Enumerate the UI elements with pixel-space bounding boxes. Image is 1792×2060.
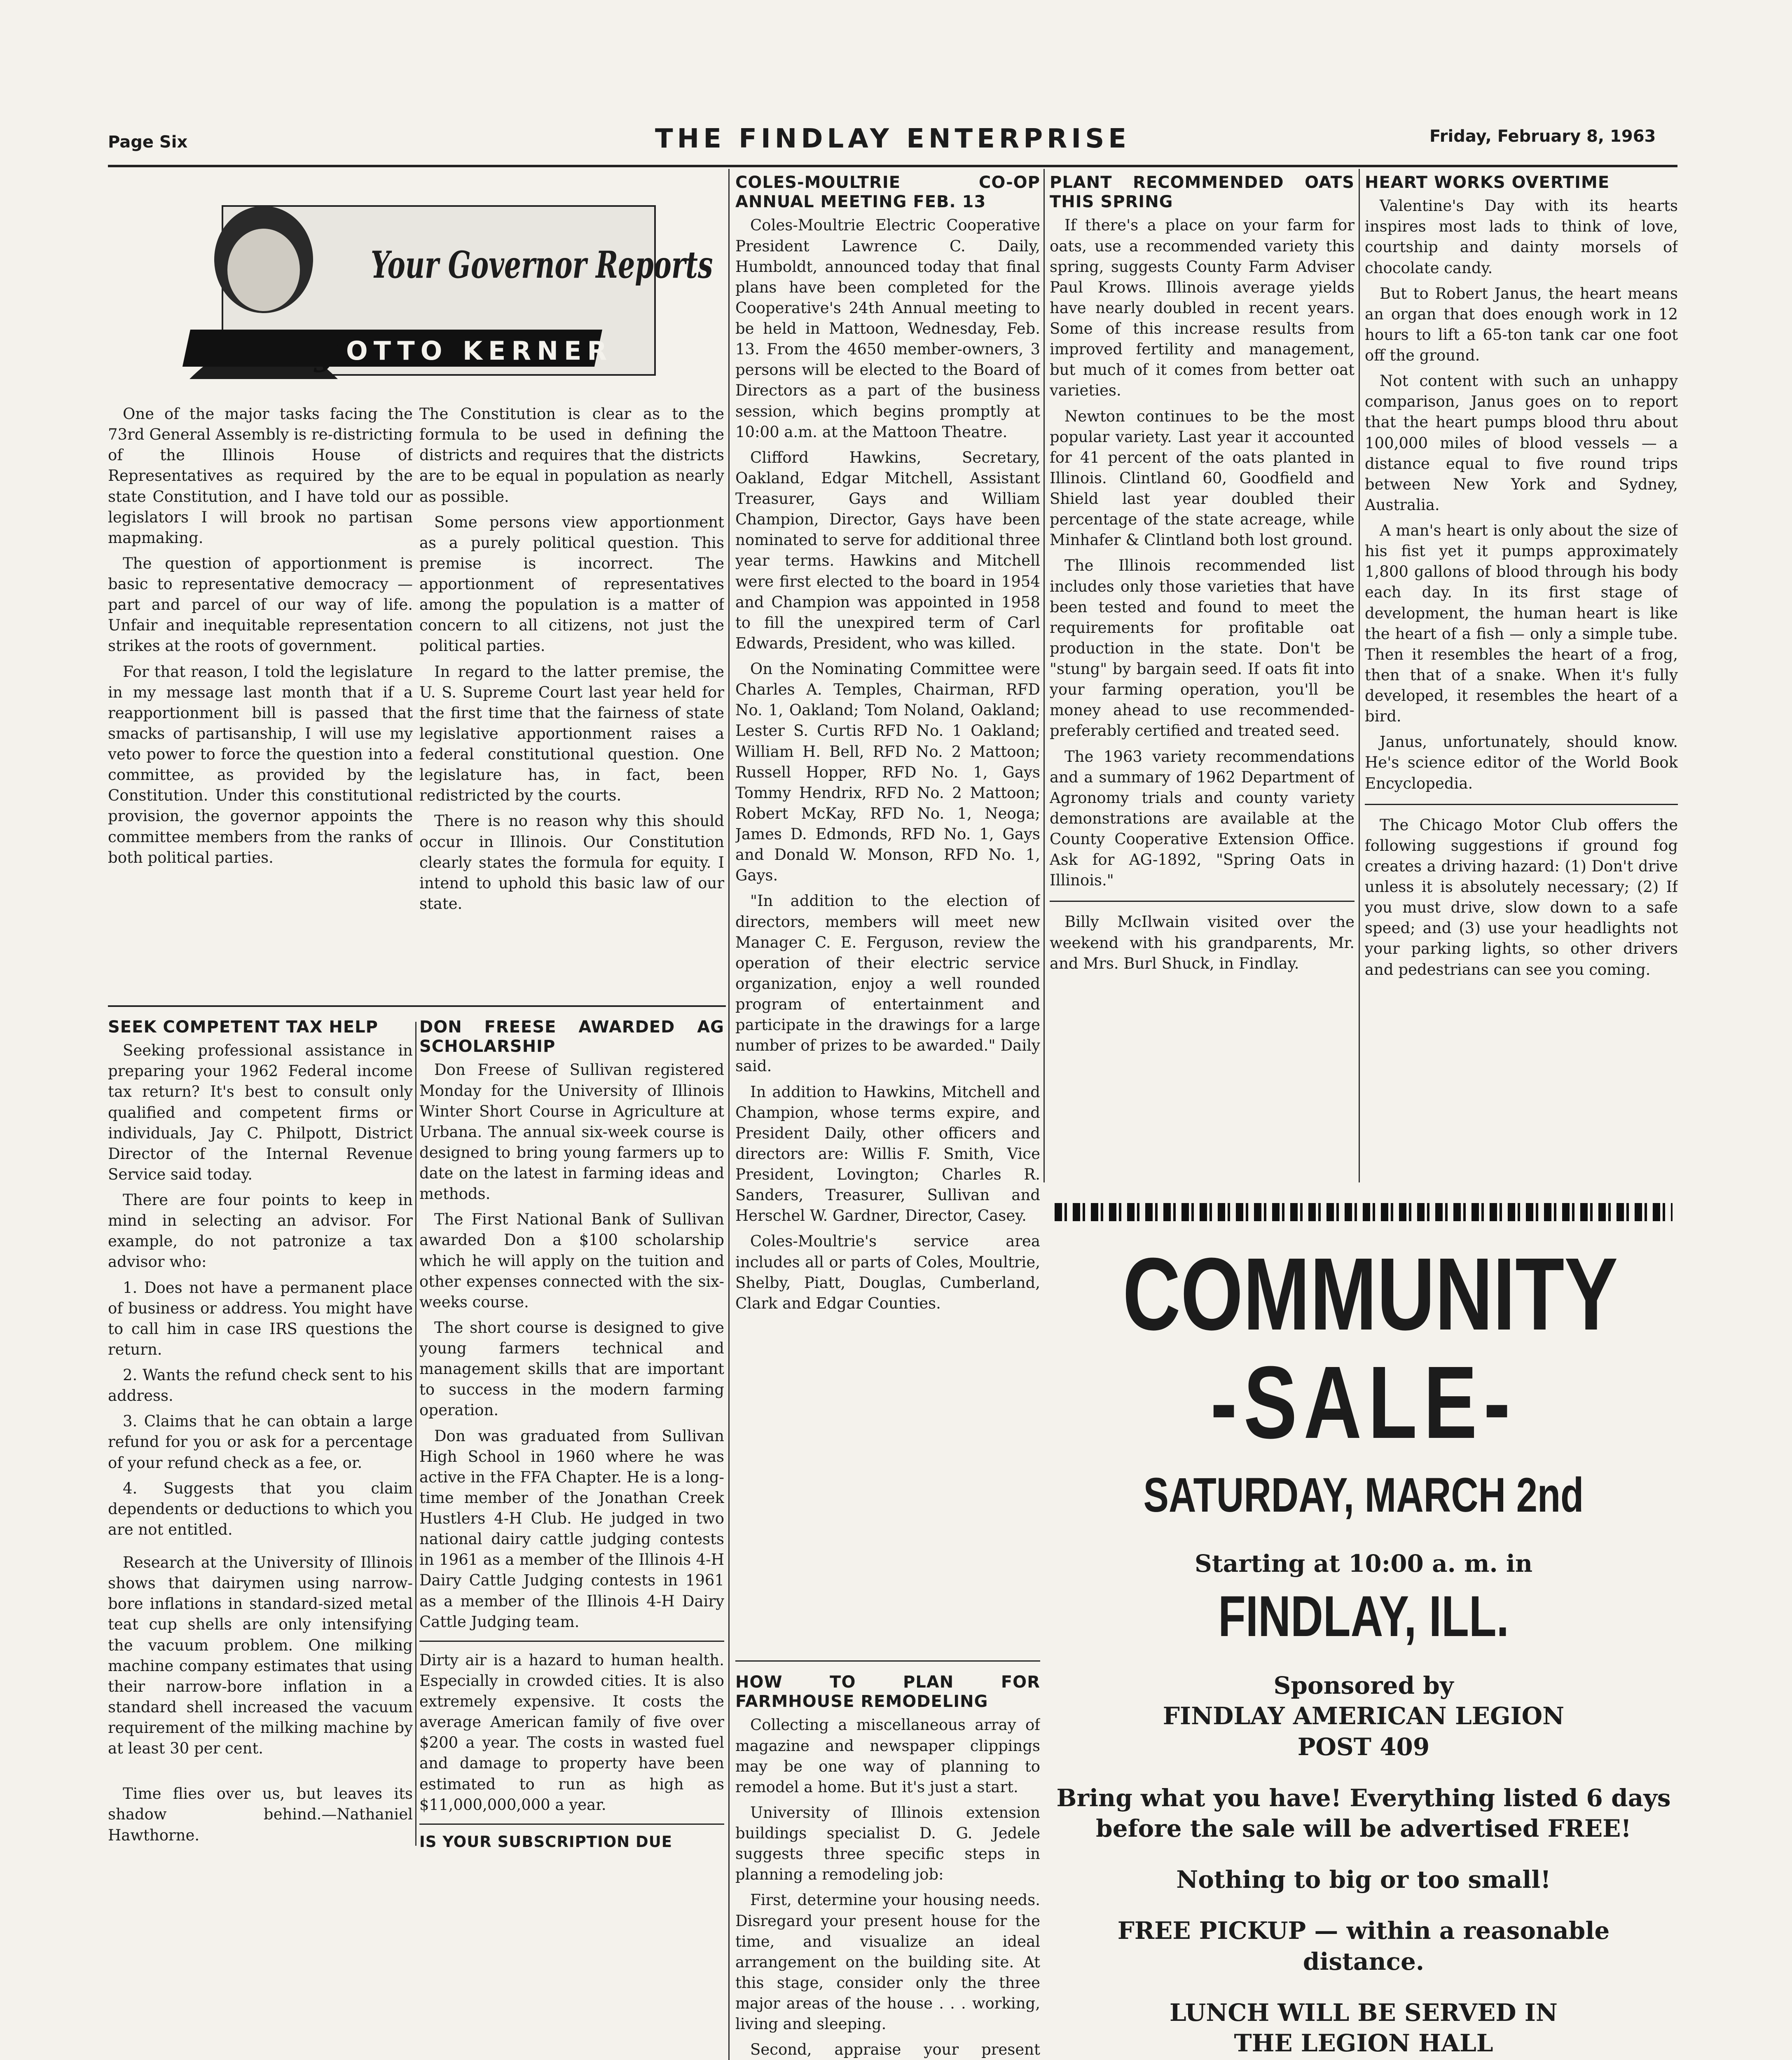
heart-article (1365, 173, 1678, 1187)
sale-lunch2: THE LEGION HALL (1234, 2029, 1493, 2058)
hawthorne-quote: Time flies over us, but leaves its shadow behind.—Nathaniel Hawthorne. (108, 1785, 413, 1844)
coop-paragraph: On the Nominating Committee were Charles A. Temples, Chairman, RFD No. 1, Oakland; Tom Noland, Oakland; Lester S. Curtis RFD No. 1 Oakland; William H. Bell, RFD No. 2 Mattoon; Russell Hopper, RFD No. 1, Gays Tommy Hendrix, RFD No. 2 Mattoon; Robert McKay, RFD No. 1, Neoga; James D. Edmonds, RFD No. 1, Gays and Donald W. Monson, RFD No. 1, Gays. (735, 660, 1040, 885)
short-rule (419, 1641, 724, 1642)
dirty-air-paragraph: Dirty air is a hazard to human health. Especially in crowded cities. It is also extremely expensive. It costs the average American family of five over $200 a year. The costs in wasted fuel and damage to property have been estimated to run as high as $11,000,000,000 a year. (419, 1651, 724, 1814)
coop-paragraph: Coles-Moultrie Electric Cooperative President Lawrence C. Daily, Humboldt, announced today that final plans have been completed for the Cooperative's 24th Annual meeting to be held in Mattoon, Wednesday, Feb. 13. From the 4650 member-owners, 3 persons will be elected to the Board of Directors as a part of the business session, which begins promptly at 10:00 a.m. at the Mattoon Theatre. (735, 216, 1040, 441)
subscription-notice: IS YOUR SUBSCRIPTION DUE (419, 1833, 673, 1851)
governor-article-col1 (108, 404, 413, 981)
remodel-headline: HOW TO PLAN FOR FARMHOUSE REMODELING (735, 1673, 1040, 1711)
sale-sponsored: Sponsored by (1273, 1671, 1454, 1700)
column-rule (415, 1022, 416, 1846)
section-rule (108, 1005, 726, 1007)
coop-paragraph: In addition to Hawkins, Mitchell and Champion, whose terms expire, and President Daily, other officers and directors are: Willis F. Smith, Vice President, Lovington; Charles R. Sanders, Treasurer, Sullivan and Herschel W. Gardner, Director, Casey. (735, 1083, 1040, 1225)
column-rule (1043, 169, 1045, 1182)
tax-help-paragraph: 3. Claims that he can obtain a large refund for you or ask for a percentage of your refund check as a fee, or. (108, 1412, 413, 1472)
short-rule (1365, 804, 1678, 805)
sale-place: FINDLAY, ILL. (1218, 1584, 1509, 1649)
oats-article (1050, 173, 1355, 1187)
governor-paragraph: There is no reason why this should occur in Illinois. Our Constitution clearly states the formula for equity. I intend to uphold this basic law of our state. (419, 812, 724, 913)
coop-headline: COLES-MOULTRIE CO-OP ANNUAL MEETING FEB. 13 (735, 173, 1040, 212)
oats-paragraph: The 1963 variety recommendations and a summary of 1962 Department of Agronomy trials and county variety demonstrations are available at the County Cooperative Extension Office. Ask for AG-1892, "Spring Oats in Illinois." (1050, 747, 1355, 890)
heart-paragraph: Not content with such an unhappy comparison, Janus goes on to report that the heart pumps blood thru about 100,000 miles of blood vessels — a distance equal to five round trips between New York and Sydney, Australia. (1365, 372, 1678, 514)
heart-paragraph: Valentine's Day with its hearts inspires most lads to think of love, courtship and dainty morsels of chocolate candy. (1365, 197, 1678, 277)
governor-paragraph: In regard to the latter premise, the U. S. Supreme Court last year held for the first time that the fairness of state legislative apportionment raises a federal constitutional question. One legislature has, in fact, been redistricted by the courts. (419, 662, 724, 805)
governor-article-col2 (419, 404, 724, 981)
governor-paragraph: The Constitution is clear as to the formula to be used in defining the districts and requires that the districts are to be equal in population as nearly as possible. (419, 405, 724, 506)
heart-paragraph: Janus, unfortunately, should know. He's science editor of the World Book Encyclopedia. (1365, 733, 1678, 792)
remodel-paragraph: Second, appraise your present (750, 2041, 1040, 2059)
short-rule (1050, 901, 1355, 902)
tax-help-paragraph: 1. Does not have a permanent place of business or address. You might have to call him in case IRS questions the return. (108, 1278, 413, 1358)
tax-help-paragraph: There are four points to keep in mind in selecting an advisor. For example, do not patronize a tax advisor who: (108, 1191, 413, 1271)
heart-paragraph: A man's heart is only about the size of his fist yet it pumps approximately 1,800 gallons of blood through his body each day. In its first stage of development, the human heart is like the heart of a fish — only a simple tube. Then it resembles the heart of a frog, then that of a snake. When it's fully developed, it resembles the heart of a bird. (1365, 522, 1678, 726)
oats-headline: PLANT RECOMMENDED OATS THIS SPRING (1050, 173, 1355, 212)
governor-column-logo (165, 198, 713, 387)
remodel-paragraph: First, determine your housing needs. Disregard your present house for the time, and visualize an ideal arrangement on the building site. At this stage, consider only the three major areas of the house . . . working, living and sleeping. (735, 1891, 1040, 2033)
coop-paragraph: Clifford Hawkins, Secretary, Oakland, Edgar Mitchell, Assistant Treasurer, Gays and William Champion, Director, Gays have been nominated to serve for additional three year terms. Hawkins and Mitchell were first elected to the board in 1954 and Champion was appointed in 1958 to fill the unexpired term of Carl Edwards, President, who was killed. (735, 448, 1040, 652)
community-sale-ad (1055, 1236, 1673, 2060)
sale-nothing: Nothing to big or too small! (1176, 1866, 1551, 1894)
tax-help-headline: SEEK COMPETENT TAX HELP (108, 1018, 378, 1037)
sale-lunch1: LUNCH WILL BE SERVED IN (1170, 1998, 1558, 2027)
ad-border-ornament (1055, 1203, 1673, 1221)
tax-help-article (108, 1018, 413, 2023)
issue-date: Friday, February 8, 1963 (1429, 127, 1656, 146)
short-rule (419, 1824, 724, 1825)
sale-word: -SALE- (1210, 1344, 1517, 1460)
freese-headline: DON FREESE AWARDED AG SCHOLARSHIP (419, 1018, 724, 1056)
oats-paragraph: Newton continues to be the most popular variety. Last year it accounted for 41 percent of the oats planted in Illinois. Clintland 60, Goodfield and Shield last year doubled their percentage of the state acreage, while Minhafer & Clintland both lost ground. (1050, 407, 1355, 549)
column-rule (1359, 169, 1360, 1182)
freese-paragraph: The short course is designed to give young farmers technical and management skills that are important to success in the modern farming operation. (419, 1318, 724, 1419)
coop-paragraph: "In addition to the election of directors, members will meet new Manager C. E. Ferguson, review the operation of their electric service organization, enjoy a well rounded program of entertainment and participate in the drawings for a large number of prizes to be awarded." Daily said. (735, 892, 1040, 1075)
tax-help-paragraph: Seeking professional assistance in preparing your 1962 Federal income tax return? It's best to consult only qualified and competent firms or individuals, Jay C. Philpott, District Director of the Internal Revenue Service said today. (108, 1042, 413, 1183)
sale-bring2: before the sale will be advertised FREE! (1096, 1814, 1631, 1842)
tax-help-paragraph: 2. Wants the refund check sent to his address. (108, 1366, 413, 1405)
governor-logo-by: by (288, 330, 336, 373)
sale-community: COMMUNITY (1123, 1236, 1618, 1351)
governor-paragraph: The question of apportionment is basic to representative democracy — part and parcel of our way of life. Unfair and inequitable representation strikes at the roots of government. (108, 554, 413, 655)
newspaper-title: THE FINDLAY ENTERPRISE (655, 124, 1130, 154)
governor-paragraph: Some persons view apportionment as a purely political question. This premise is incorrect. The apportionment of representatives among the population is a matter of concern to all citizens, not just the political parties. (419, 513, 724, 655)
governor-paragraph: One of the major tasks facing the 73rd General Assembly is re-districting of the Illinois House of Representatives as required by the state Constitution, and I have told our legislators I will brook no partisan mapmaking. (108, 405, 413, 547)
governor-logo-name: OTTO KERNER (346, 336, 613, 366)
freese-paragraph: The First National Bank of Sullivan awarded Don a $100 scholarship which he will apply on the tuition and other expenses connected with the six-weeks course. (419, 1210, 724, 1311)
remodel-paragraph: University of Illinois extension buildings specialist D. G. Jedele suggests three specific steps in planning a remodeling job: (735, 1803, 1040, 1884)
heart-headline: HEART WORKS OVERTIME (1365, 173, 1610, 192)
freese-paragraph: Don was graduated from Sullivan High School in 1960 where he was active in the FFA Chapter. He is a long-time member of the Jonathan Creek Hustlers 4-H Club. He judged in two national dairy cattle judging contests in 1961 as a member of the Illinois 4-H Dairy Cattle Judging contests in 1961 as a member of the Illinois 4-H Dairy Cattle Judging team. (419, 1427, 724, 1631)
motor-club-paragraph: The Chicago Motor Club offers the following suggestions if ground fog creates a driving hazard: (1) Don't drive unless it is absolutely necessary; (2) If you must drive, slow down to a safe speed; and (3) use your headlights not your parking lights, so other drivers and pedestrians can see you coming. (1365, 816, 1678, 978)
sale-starting: Starting at 10:00 a. m. in (1194, 1549, 1533, 1578)
sale-bring1: Bring what you have! Everything listed 6 days (1056, 1784, 1671, 1812)
governor-logo-title: Your Governor Reports (371, 243, 713, 287)
research-paragraph: Research at the University of Illinois shows that dairymen using narrow-bore inflations in standard-sized metal teat cup shells are only intensifying the vacuum problem. One milking machine company estimates that using their narrow-bore inflation in a standard shell increased the vacuum requirement of the milking machine by at least 30 per cent. (108, 1554, 413, 1758)
remodel-article (735, 1673, 1040, 2060)
coop-paragraph: Coles-Moultrie's service area includes all or parts of Coles, Moultrie, Shelby, Piatt, Douglas, Cumberland, Clark and Edgar Counties. (735, 1232, 1040, 1312)
oats-paragraph: If there's a place on your farm for oats, use a recommended variety this spring, suggests County Farm Adviser Paul Krows. Illinois average yields have nearly doubled in recent years. Some of this increase results from improved fertility and management, but much of it comes from better oat varieties. (1050, 216, 1355, 400)
mcilwain-paragraph: Billy McIlwain visited over the weekend with his grandparents, Mr. and Mrs. Burl Shuck, in Findlay. (1050, 913, 1355, 972)
governor-paragraph: For that reason, I told the legislature in my message last month that if a reapportionment bill is passed that smacks of partisanship, I will use my veto power to force the question into a committee, as provided by the Constitution. Under this constitutional provision, the governor appoints the committee members from the ranks of both political parties. (108, 662, 413, 866)
sale-sponsor1: FINDLAY AMERICAN LEGION (1163, 1702, 1565, 1730)
coop-article (735, 173, 1040, 1664)
sale-pickup: FREE PICKUP — within a reasonable distance. (1117, 1917, 1610, 1976)
oats-paragraph: The Illinois recommended list includes only those varieties that have been tested and found to meet the requirements for profitable oat production in the state. Don't be "stung" by bargain seed. If oats fit into your farming operation, you'll be money ahead to use recommended-preferably certified and treated seed. (1050, 557, 1355, 740)
page-number: Page Six (108, 133, 188, 152)
freese-article (419, 1018, 724, 2023)
freese-paragraph: Don Freese of Sullivan registered Monday for the University of Illinois Winter Short Course in Agriculture at Urbana. The annual six-week course is designed to bring young farmers up to date on the latest in farming ideas and methods. (419, 1061, 724, 1203)
heart-paragraph: But to Robert Janus, the heart means an organ that does enough work in 12 hours to lift a 65-ton tank car one foot off the ground. (1365, 284, 1678, 365)
sale-sponsor2: POST 409 (1297, 1732, 1430, 1761)
column-rule (728, 169, 730, 2060)
sale-date: SATURDAY, MARCH 2nd (1143, 1468, 1584, 1522)
tax-help-paragraph: 4. Suggests that you claim dependents or deductions to which you are not entitled. (108, 1479, 413, 1538)
section-rule (735, 1660, 1040, 1662)
masthead-rule (108, 165, 1677, 167)
remodel-paragraph: Collecting a miscellaneous array of magazine and newspaper clippings may be one way of planning to remodel a home. But it's just a start. (735, 1716, 1040, 1796)
